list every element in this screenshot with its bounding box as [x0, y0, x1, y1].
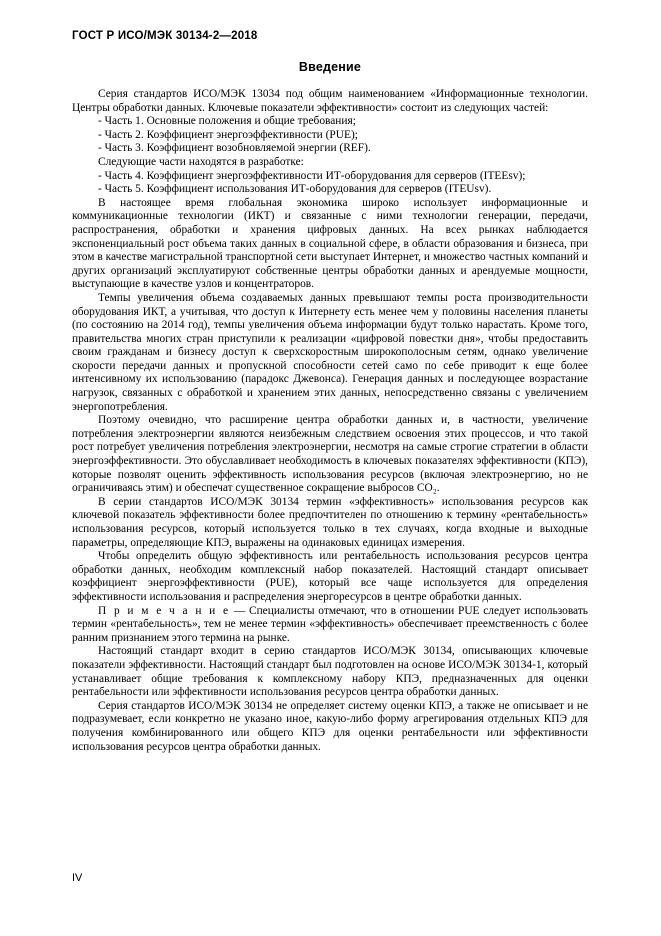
note-body: — Специалисты отмечают, что в отношении PUE следует использовать термин «рентабельность», тем не менее термин «эффективность» обеспечивает преемственность с более ранним признанием этого термина на рынке.: [72, 604, 588, 644]
page-title: Введение: [298, 60, 362, 74]
paragraph-no-rating-system: Серия стандартов ИСО/МЭК 30134 не определяет систему оценки КПЭ, а также не описывает и не подразумевает, если конкретно не указано иное, какую-либо форму агрегирования отдельных КПЭ для получения комбинированного или общего КПЭ для оценки рентабельности или эффективности использования ресурсов центра обработки данных.: [72, 699, 588, 753]
list-item: - Часть 5. Коэффициент использования ИТ-оборудования для серверов (ITEUsv).: [98, 183, 492, 196]
paragraph-data-growth: Темпы увеличения объема создаваемых данных превышают темпы роста производительности оборудования ИКТ, а учитывая, что доступ к Интернету есть менее чем у половины населения планеты (по состоянию на 2014 год), темпы увеличения объема информации будут только нарастать. Кроме того, правительства многих стран приступили к реализации «цифровой повестки дня», чтобы предоставить своим гражданам и бизнесу доступ к сверхскоростным широкополосным сетям, однако увеличение скорости передачи данных и пропускной способности сетей само по себе приводит к еще более интенсивному их использованию (парадокс Джевонса). Генерация данных и последующее возрастание нагрузок, связанных с обработкой и хранением этих данных, непосредственно связаны с увеличением энергопотребления.: [72, 291, 588, 413]
paragraph-intro: Серия стандартов ИСО/МЭК 13034 под общим наименованием «Информационные технологии. Центры обработки данных. Ключевые показатели эффективности» состоит из следующих частей:: [72, 88, 588, 114]
page-header: ГОСТ Р ИСО/МЭК 30134-2—2018: [72, 30, 258, 42]
paragraph-pue-description: Чтобы определить общую эффективность или рентабельность использования ресурсов центра обработки данных, необходим комплексный набор показателей. Настоящий стандарт описывает коэффициент энергоэффективности (PUE), который все чаще используется для определения эффективности использования и распределения энергоресурсов в центре обработки данных.: [72, 550, 588, 603]
page-number: IV: [72, 872, 83, 884]
document-body: [72, 60, 588, 754]
list-item: - Часть 4. Коэффициент энергоэффективности ИТ-оборудования для серверов (ITEEsv);: [98, 169, 526, 182]
list-item: - Часть 2. Коэффициент энергоэффективности (PUE);: [98, 128, 358, 141]
list-item: - Часть 1. Основные положения и общие требования;: [98, 115, 356, 128]
paragraph-in-development: Следующие части находятся в разработке:: [98, 155, 304, 168]
note-label: П р и м е ч а н и е: [98, 604, 231, 617]
paragraph-efficiency-term: В серии стандартов ИСО/МЭК 30134 термин «эффективность» использования ресурсов как ключевой показатель эффективности более предпочтителен по отношению к термину «рентабельность» использования ресурсов, который используется только в тех случаях, когда входные и выходные параметры, определяющие КПЭ, выражены на одинаковых единицах измерения.: [72, 495, 588, 549]
paragraph-standard-basis: Настоящий стандарт входит в серию стандартов ИСО/МЭК 30134, описывающих ключевые показатели эффективности. Настоящий стандарт был подготовлен на основе ИСО/МЭК 30134-1, который устанавливает общие требования к комплексному набору КПЭ, предназначенных для оценки рентабельности или эффективности использования ресурсов центра обработки данных.: [72, 645, 588, 699]
note-paragraph: [72, 605, 588, 646]
list-item: - Часть 3. Коэффициент возобновляемой энергии (REF).: [98, 142, 371, 155]
paragraph-ict-economy: В настоящее время глобальная экономика широко использует информационные и коммуникационные технологии (ИКТ) и связанные с ними технологии генерации, передачи, распространения, обработки и хранения цифровых данных. На всех рынках наблюдается экспоненциальный рост объема таких данных в социальной сфере, в области образования и бизнеса, при этом в качестве магистральной транспортной сети выступает Интернет, и множество частных компаний и других организаций эксплуатируют собственные центры обработки данных и арендуемые мощности, выступающие в качестве узлов и концентраторов.: [72, 196, 588, 291]
paragraph-energy-consumption: Поэтому очевидно, что расширение центра обработки данных и, в частности, увеличение потребления электроэнергии являются неизбежным следствием освоения этих процессов, и что такой рост потребует увеличения потребления электроэнергии, несмотря на самые строгие стратегии в области энергоэффективности. Это обуславливает необходимость в ключевых показателях эффективности (КПЭ), которые позволят оценить эффективность использования ресурсов (включая электроэнергию, но не ограничиваясь этим) и обеспечат существенное сокращение выбросов CO₂.: [72, 414, 588, 495]
